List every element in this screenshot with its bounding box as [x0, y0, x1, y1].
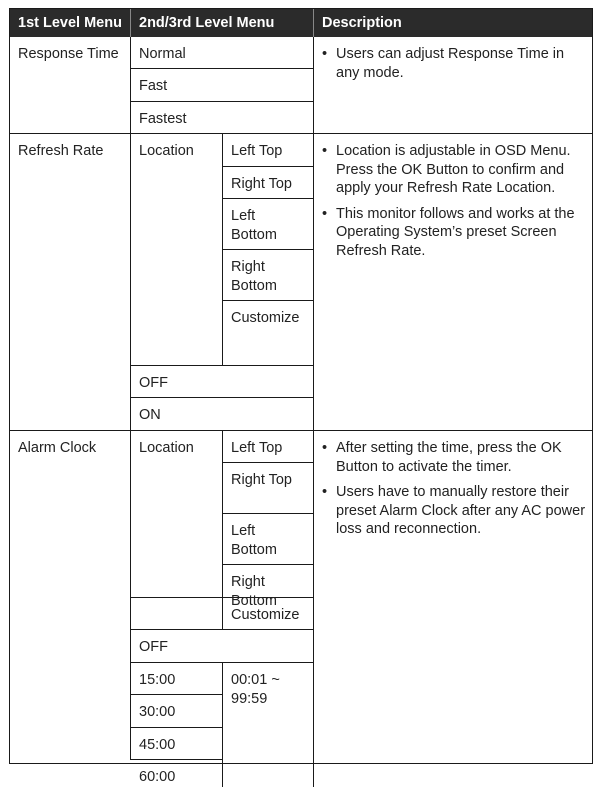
alarm-clock-location-spacer: [131, 598, 223, 630]
alarm-clock-location-right-bottom: Right Bottom: [223, 565, 314, 598]
response-time-option-fastest: Fastest: [131, 102, 314, 134]
alarm-clock-label: Alarm Clock: [10, 431, 131, 760]
refresh-rate-location-left-top: Left Top: [223, 134, 314, 167]
alarm-clock-location-customize: Customize: [223, 598, 314, 630]
response-time-label: Response Time: [10, 37, 131, 134]
header-second-third-level: 2nd/3rd Level Menu: [131, 9, 314, 37]
description-bullet: • Users can adjust Response Time in any mode.: [320, 45, 586, 82]
refresh-rate-off: OFF: [131, 366, 314, 398]
alarm-clock-description: [314, 431, 592, 787]
refresh-rate-location-label: Location: [131, 134, 223, 366]
description-bullet: • After setting the time, press the OK Button to activate the timer.: [320, 439, 586, 476]
refresh-rate-location-right-bottom: Right Bottom: [223, 250, 314, 301]
refresh-rate-on: ON: [131, 398, 314, 431]
alarm-clock-time-60: 60:00: [131, 760, 223, 787]
refresh-rate-location-left-bottom: Left Bottom: [223, 199, 314, 250]
alarm-clock-time-30: 30:00: [131, 695, 223, 728]
header-first-level: 1st Level Menu: [10, 9, 131, 37]
alarm-clock-location-left-top: Left Top: [223, 431, 314, 463]
alarm-clock-location-label: Location: [131, 431, 223, 598]
alarm-clock-time-range: 00:01 ~ 99:59: [223, 663, 314, 787]
alarm-clock-location-right-top: Right Top: [223, 463, 314, 514]
description-bullet: • Location is adjustable in OSD Menu. Press the OK Button to confirm and apply your Refresh Rate Location.: [320, 142, 586, 198]
response-time-description: [314, 37, 592, 134]
refresh-rate-location-customize: Customize: [223, 301, 314, 366]
refresh-rate-description: [314, 134, 592, 431]
alarm-clock-time-45: 45:00: [131, 728, 223, 760]
header-description: Description: [314, 9, 592, 37]
menu-table: [9, 8, 593, 785]
description-bullet: • Users have to manually restore their preset Alarm Clock after any AC power loss and reconnection.: [320, 483, 586, 539]
alarm-clock-time-15: 15:00: [131, 663, 223, 695]
alarm-clock-off: OFF: [131, 630, 314, 663]
refresh-rate-label: Refresh Rate: [10, 134, 131, 431]
refresh-rate-location-right-top: Right Top: [223, 167, 314, 199]
response-time-option-fast: Fast: [131, 69, 314, 102]
description-bullet: • This monitor follows and works at the Operating System’s preset Screen Refresh Rate.: [320, 205, 586, 261]
alarm-clock-location-left-bottom: Left Bottom: [223, 514, 314, 565]
response-time-option-normal: Normal: [131, 37, 314, 69]
